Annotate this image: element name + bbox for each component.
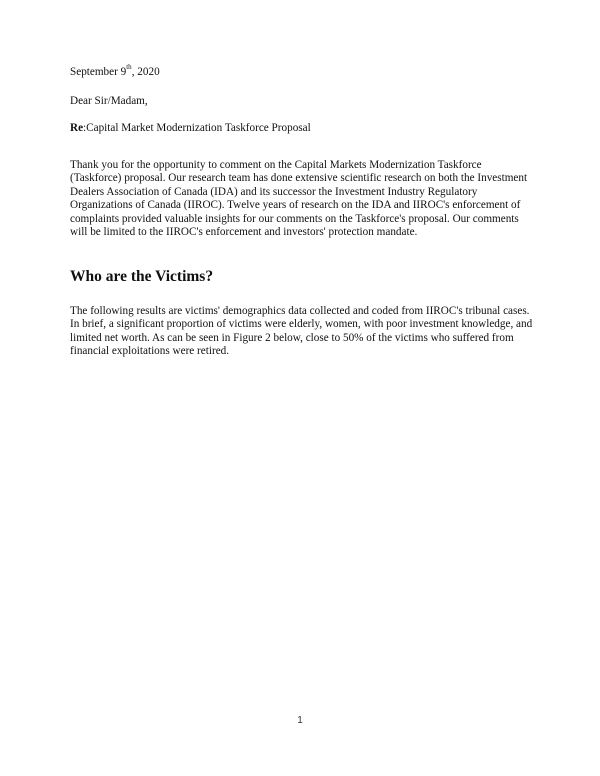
letter-date [70, 63, 160, 79]
date-suffix: , 2020 [131, 66, 160, 78]
victims-paragraph: The following results are victims' demographics data collected and coded from IIROC's tribunal cases. In brief, a significant proportion of victims were elderly, women, with poor investment knowledge, and limited net worth. As can be seen in Figure 2 below, close to 50% of the victims who suffered from financial exploitations were retired. [70, 305, 533, 358]
date-prefix: September 9 [70, 66, 127, 78]
intro-paragraph: Thank you for the opportunity to comment on the Capital Markets Modernization Taskforce (Taskforce) proposal. Our research team has done extensive scientific research on both the Investment Dealers Association of Canada (IDA) and its successor the Investment Industry Regulatory Organizations of Canada (IIROC). Twelve years of research on the IDA and IIROC's enforcement of complaints provided valuable insights for our comments on the Taskforce's proposal. Our comments will be limited to the IIROC's enforcement and investors' protection mandate. [70, 159, 528, 239]
page-number: 1 [297, 715, 303, 726]
date-superscript: th [126, 63, 132, 72]
subject-line [70, 122, 311, 135]
subject-text: :Capital Market Modernization Taskforce Proposal [83, 122, 311, 134]
salutation: Dear Sir/Madam, [70, 95, 148, 107]
section-heading: Who are the Victims? [70, 268, 214, 285]
subject-label: Re [70, 122, 84, 134]
